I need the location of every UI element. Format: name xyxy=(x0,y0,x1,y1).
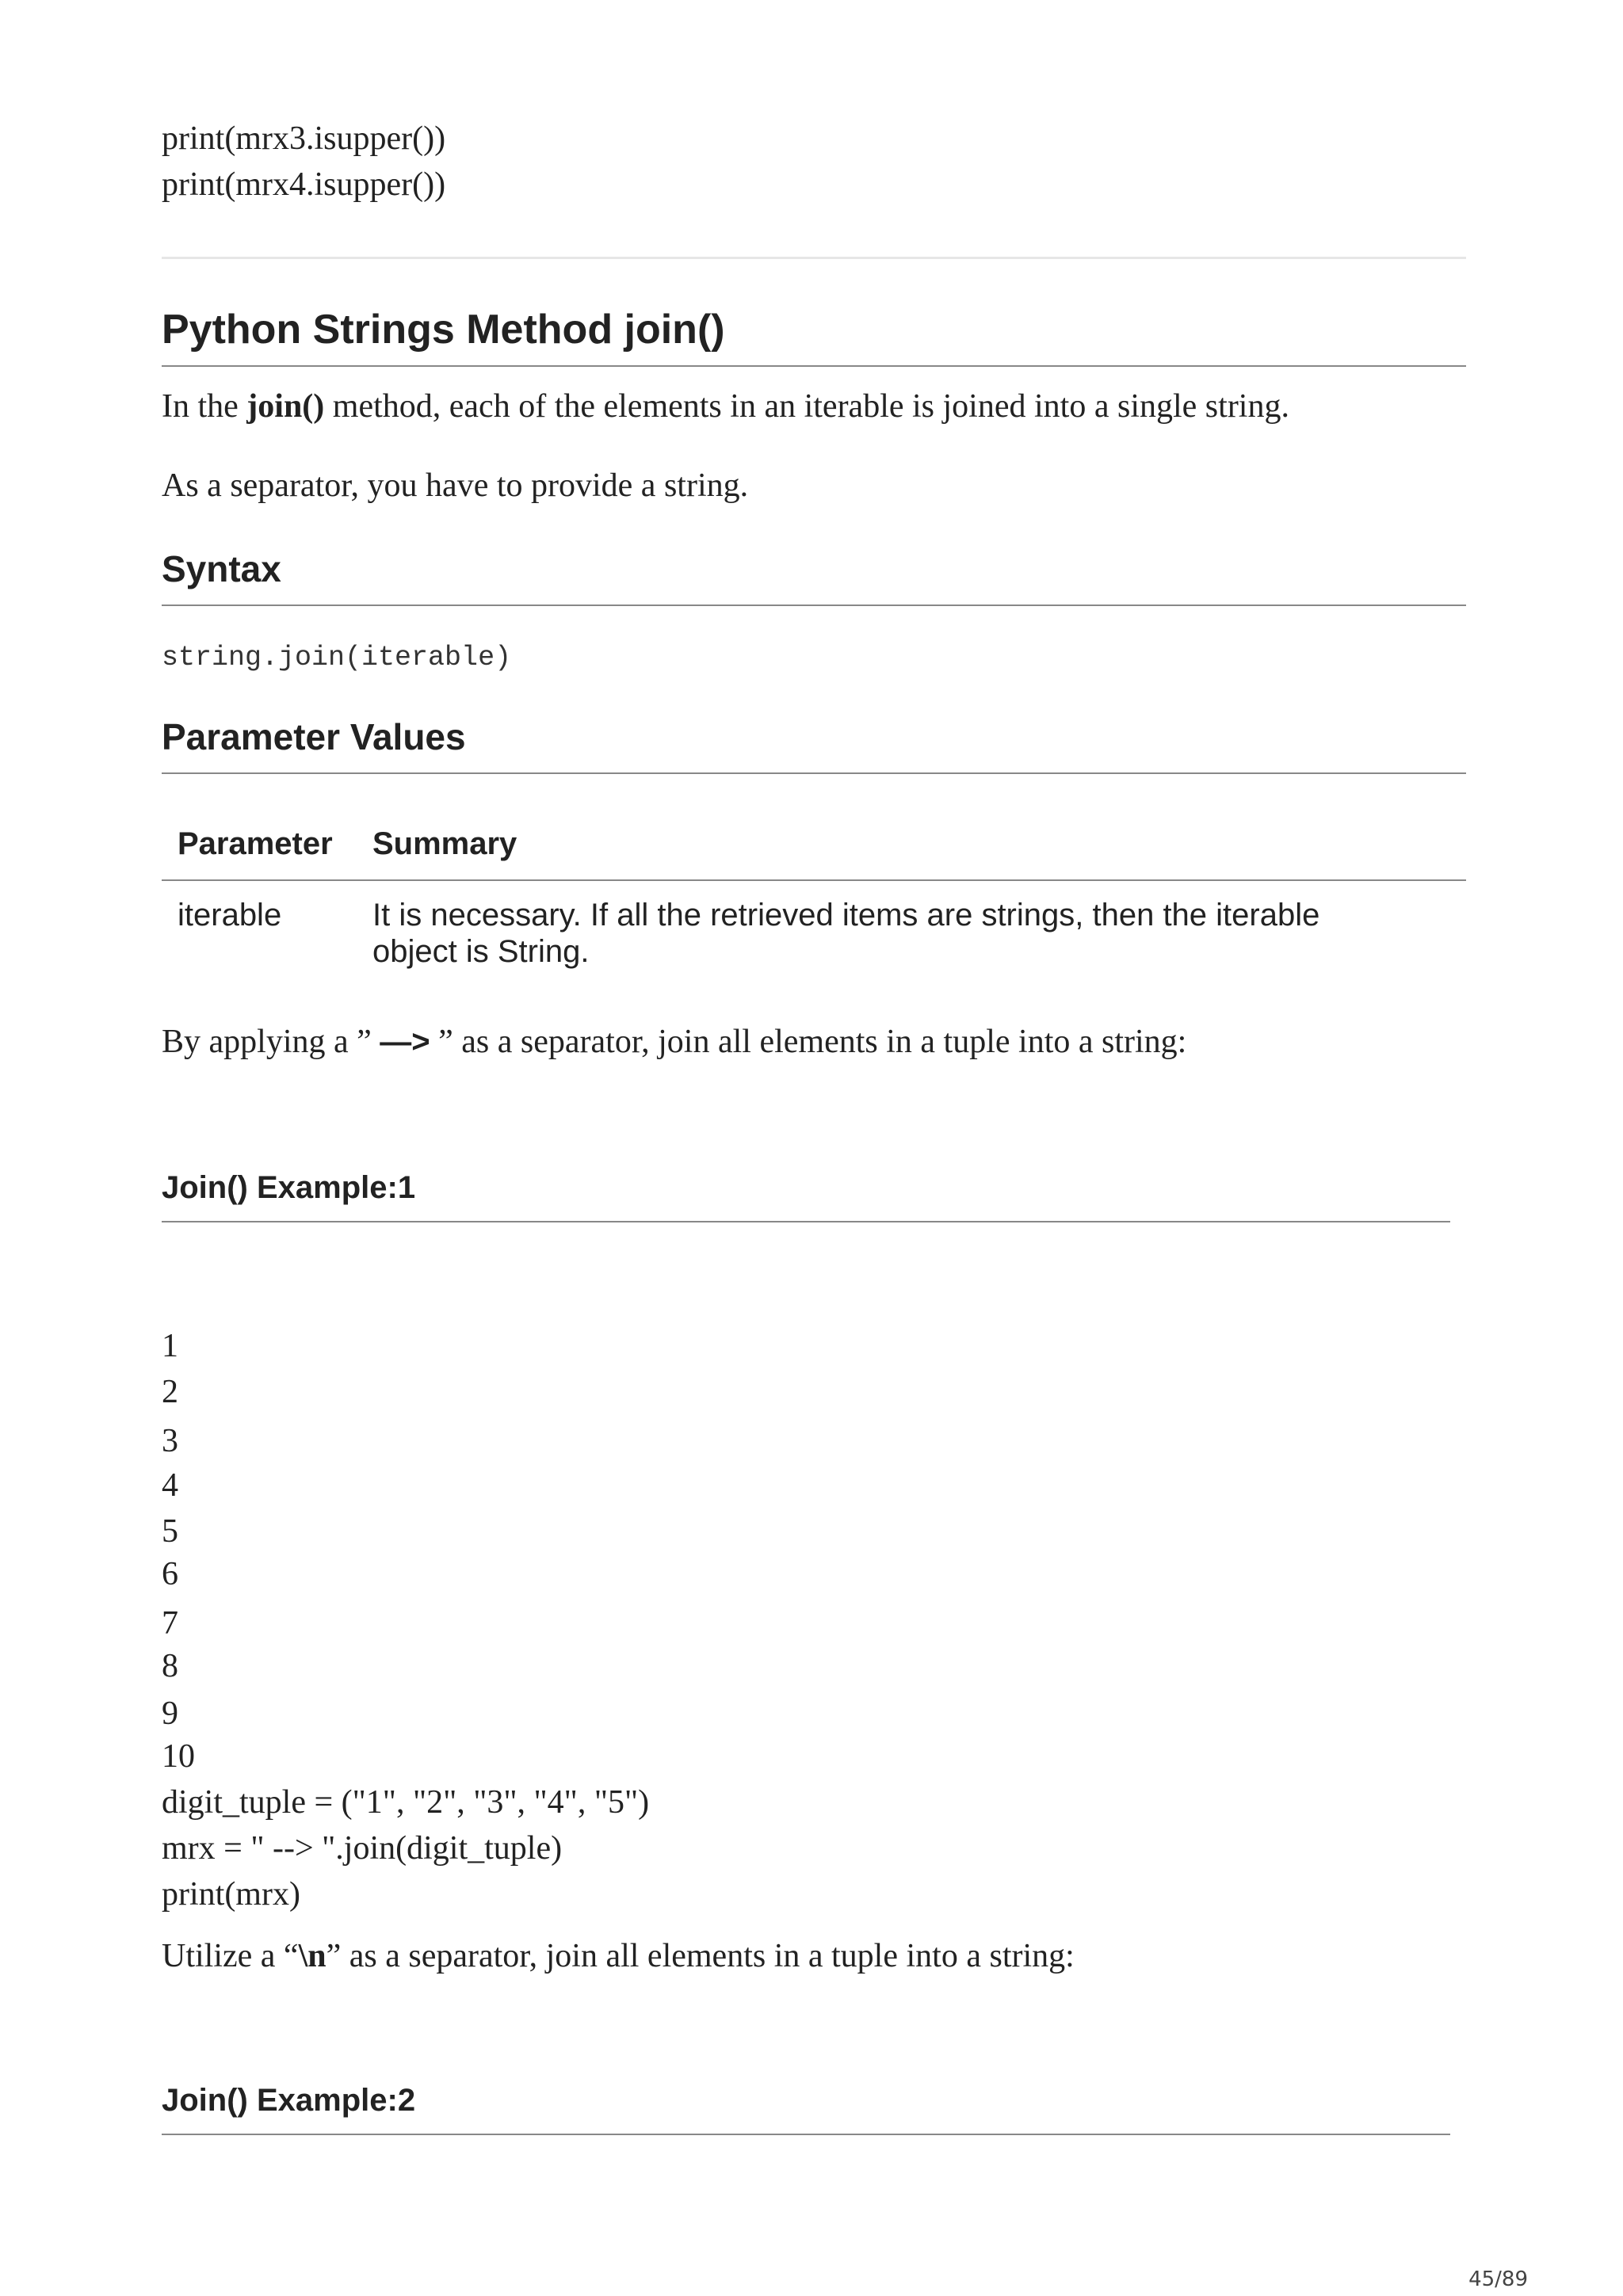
example1-heading: Join() Example:1 xyxy=(162,1170,416,1205)
section-divider xyxy=(162,257,1466,259)
separator-paragraph: As a separator, you have to provide a string. xyxy=(162,467,749,504)
line-number: 7 xyxy=(162,1605,178,1642)
table-cell-summary: object is String. xyxy=(372,934,590,969)
table-header-summary: Summary xyxy=(372,826,517,861)
table-header-parameter: Parameter xyxy=(178,826,333,861)
line-number: 9 xyxy=(162,1695,178,1732)
parameters-heading: Parameter Values xyxy=(162,716,466,757)
table-header-rule xyxy=(162,879,1466,881)
code-line: print(mrx) xyxy=(162,1876,300,1913)
lead-text: ” as a separator, join all elements in a tuple into a string: xyxy=(326,1938,1075,1974)
line-number: 8 xyxy=(162,1648,178,1684)
heading-underline xyxy=(162,2134,1450,2135)
example1-lead xyxy=(162,1019,1186,1065)
intro-keyword: join() xyxy=(246,388,325,425)
syntax-heading: Syntax xyxy=(162,548,281,589)
page-number: 45/89 xyxy=(1468,2267,1528,2291)
code-line: print(mrx3.isupper()) xyxy=(162,120,446,157)
code-line: digit_tuple = ("1", "2", "3", "4", "5") xyxy=(162,1784,650,1821)
heading-underline xyxy=(162,1221,1450,1222)
lead-text: ” as a separator, join all elements in a tuple into a string: xyxy=(430,1024,1187,1060)
intro-paragraph xyxy=(162,383,1289,429)
line-number: 1 xyxy=(162,1328,178,1364)
lead-text: Utilize a “ xyxy=(162,1938,299,1974)
syntax-code: string.join(iterable) xyxy=(162,642,512,673)
line-number: 4 xyxy=(162,1467,178,1504)
table-cell-parameter: iterable xyxy=(178,898,282,933)
intro-text: In the xyxy=(162,388,247,425)
section-title: Python Strings Method join() xyxy=(162,307,725,353)
intro-text: method, each of the elements in an iterable is joined into a single string. xyxy=(324,388,1289,425)
line-number: 3 xyxy=(162,1423,178,1459)
heading-underline xyxy=(162,772,1466,774)
lead-keyword: —> xyxy=(380,1024,430,1059)
line-number: 6 xyxy=(162,1556,178,1592)
table-cell-summary: It is necessary. If all the retrieved items are strings, then the iterable xyxy=(372,898,1320,933)
example2-lead xyxy=(162,1933,1075,1979)
heading-underline xyxy=(162,605,1466,606)
example2-heading: Join() Example:2 xyxy=(162,2083,416,2118)
line-number: 5 xyxy=(162,1513,178,1550)
line-number: 10 xyxy=(162,1738,195,1775)
lead-keyword: \n xyxy=(298,1938,327,1974)
code-line: mrx = " --> ".join(digit_tuple) xyxy=(162,1830,563,1867)
code-line: print(mrx4.isupper()) xyxy=(162,166,446,203)
lead-text: By applying a ” xyxy=(162,1024,380,1060)
heading-underline xyxy=(162,365,1466,367)
line-number: 2 xyxy=(162,1374,178,1410)
